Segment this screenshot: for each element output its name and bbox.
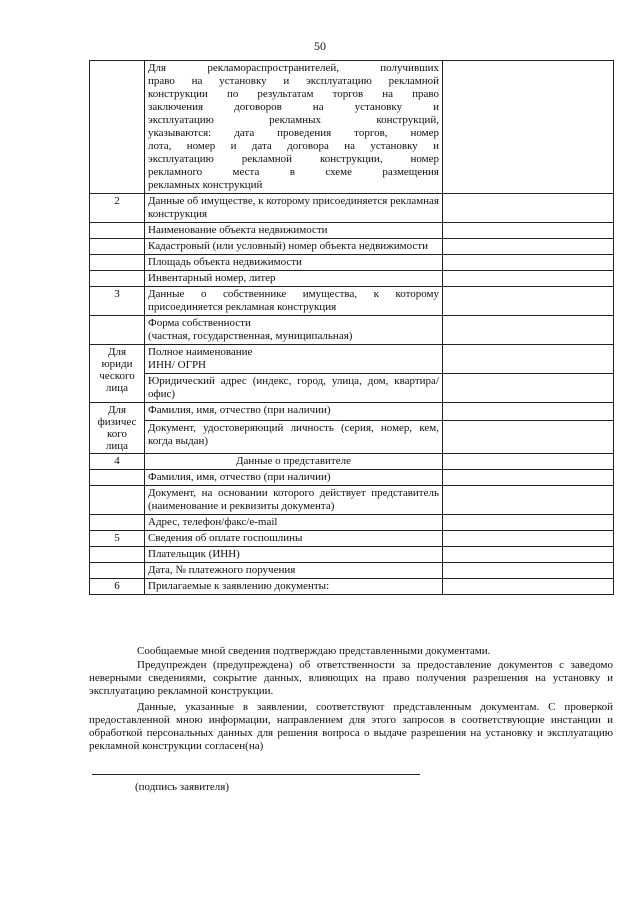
field-label: Инвентарный номер, литер	[145, 271, 443, 287]
field-label: Юридический адрес (индекс, город, улица, дом, квартира/офис)	[145, 374, 443, 403]
legal-entity-label: Для юриди ческого лица	[90, 345, 145, 403]
section-number: 3	[90, 287, 145, 316]
application-form-table	[89, 60, 614, 595]
liability-paragraph: Предупрежден (предупреждена) об ответственности за предоставление документов с заведомо неверными сведениями, сокрытие данных, влияющих на право получения разрешения на установку и эксплуатацию рекламной конструкции.	[89, 659, 613, 697]
value-cell[interactable]	[443, 579, 614, 595]
number-cell	[90, 61, 145, 194]
ownership-hint: (частная, государственная, муниципальная)	[148, 330, 353, 342]
table-row	[90, 470, 614, 486]
value-cell[interactable]	[443, 421, 614, 454]
field-label: Дата, № платежного поручения	[145, 563, 443, 579]
section-title: Данные об имуществе, к которому присоединяется рекламная конструкция	[145, 194, 443, 223]
value-cell[interactable]	[443, 239, 614, 255]
section-number: 6	[90, 579, 145, 595]
table-row	[90, 454, 614, 470]
field-label: Полное наименование ИНН/ ОГРН	[145, 345, 443, 374]
section-title: Сведения об оплате госпошлины	[145, 531, 443, 547]
value-cell[interactable]	[443, 287, 614, 316]
value-cell[interactable]	[443, 486, 614, 515]
table-row	[90, 345, 614, 374]
value-cell[interactable]	[443, 454, 614, 470]
value-cell[interactable]	[443, 316, 614, 345]
field-label	[145, 316, 443, 345]
table-row	[90, 61, 614, 194]
table-row	[90, 271, 614, 287]
table-row	[90, 579, 614, 595]
value-cell[interactable]	[443, 547, 614, 563]
section-title: Данные о собственнике имущества, к которому присоединяется рекламная конструкция	[145, 287, 443, 316]
table-row	[90, 563, 614, 579]
table-row	[90, 515, 614, 531]
advertiser-intro-text: Для рекламораспространителей, получивших право на установку и эксплуатацию рекламной конструкции по результатам торгов на право заключения договоров на установку и эксплуатацию рекламных конструкций, указываются: дата проведения торгов, номер лота, номер и дата договора на установку и эксплуатацию рекламной конструкции, номер рекламного места в схеме размещения рекламных конструкций	[145, 61, 443, 194]
table-row	[90, 421, 614, 454]
table-row	[90, 223, 614, 239]
field-label: Фамилия, имя, отчество (при наличии)	[145, 403, 443, 421]
value-cell[interactable]	[443, 194, 614, 223]
field-label: Документ, на основании которого действует представитель (наименование и реквизиты документа)	[145, 486, 443, 515]
table-row	[90, 403, 614, 421]
field-label: Кадастровый (или условный) номер объекта недвижимости	[145, 239, 443, 255]
consent-paragraph: Данные, указанные в заявлении, соответствуют представленным документам. С проверкой предоставленной мною информации, направлением для этого запросов в соответствующие инстанции и обработкой персональных данных для решения вопроса о выдаче разрешения на установку и эксплуатацию рекламной конструкции согласен(на)	[89, 701, 613, 752]
table-row	[90, 486, 614, 515]
table-row	[90, 255, 614, 271]
table-row	[90, 194, 614, 223]
value-cell[interactable]	[443, 255, 614, 271]
ownership-label: Форма собственности	[148, 317, 251, 329]
table-row	[90, 287, 614, 316]
value-cell[interactable]	[443, 271, 614, 287]
field-label: Адрес, телефон/факс/e-mail	[145, 515, 443, 531]
value-cell[interactable]	[443, 374, 614, 403]
table-row	[90, 239, 614, 255]
section-number: 4	[90, 454, 145, 470]
table-row	[90, 547, 614, 563]
field-label: Плательщик (ИНН)	[145, 547, 443, 563]
signature-caption: (подпись заявителя)	[135, 781, 230, 793]
section-title: Прилагаемые к заявлению документы:	[145, 579, 443, 595]
section-number: 2	[90, 194, 145, 223]
value-cell[interactable]	[443, 531, 614, 547]
field-label: Площадь объекта недвижимости	[145, 255, 443, 271]
table-row	[90, 374, 614, 403]
value-cell[interactable]	[443, 345, 614, 374]
value-cell[interactable]	[443, 403, 614, 421]
field-label: Документ, удостоверяющий личность (серия, номер, кем, когда выдан)	[145, 421, 443, 454]
section-title: Данные о представителе	[145, 454, 443, 470]
confirmation-paragraph: Сообщаемые мной сведения подтверждаю представленными документами.	[137, 645, 491, 657]
field-label: Наименование объекта недвижимости	[145, 223, 443, 239]
value-cell[interactable]	[443, 223, 614, 239]
value-cell[interactable]	[443, 563, 614, 579]
section-number: 5	[90, 531, 145, 547]
page-number: 50	[314, 39, 326, 53]
value-cell[interactable]	[443, 515, 614, 531]
individual-label: Для физичес кого лица	[90, 403, 145, 454]
table-row	[90, 531, 614, 547]
table-row	[90, 316, 614, 345]
field-label: Фамилия, имя, отчество (при наличии)	[145, 470, 443, 486]
value-cell[interactable]	[443, 61, 614, 194]
signature-line[interactable]	[92, 774, 420, 775]
value-cell[interactable]	[443, 470, 614, 486]
